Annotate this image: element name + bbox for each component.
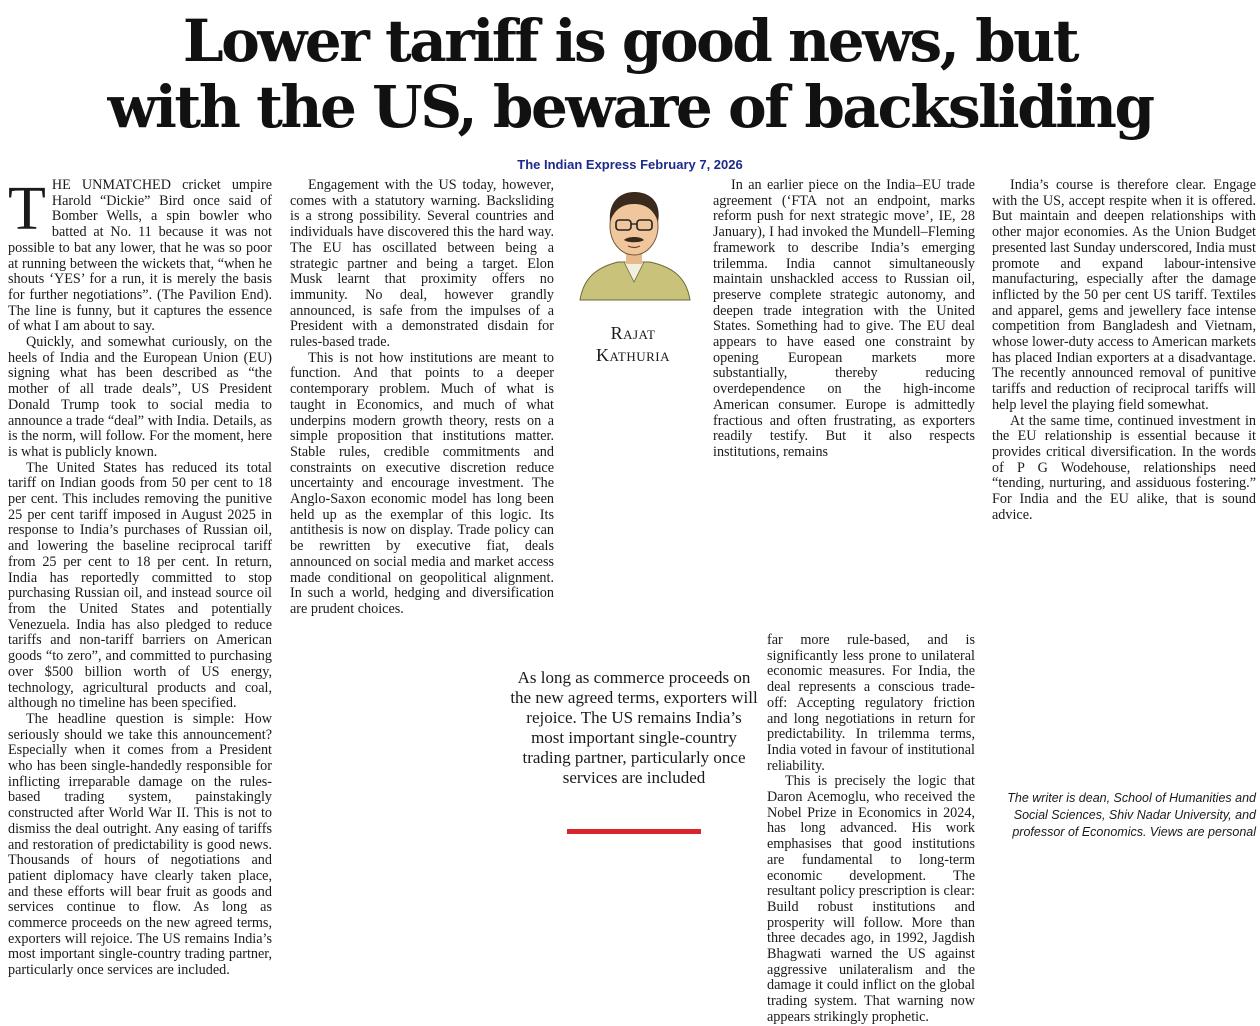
article-paragraph: This is not how institutions are meant to function. And that points to a deeper contemporary problem. Much of what is taught in Economics, and much of what underpins modern growth theory, rests on a simple proposition that institutions matter. Stable rules, credible commitments and constraints on executive discretion reduce uncertainty and encourage investment. The Anglo-Saxon economic model has long been held up as the exemplar of this logic. Its antithesis is now on display. Trade policy can be rewritten by executive fiat, deals announced on social media and market access made conditional on geopolitical alignment. In such a world, hedging and diversification are prudent choices.	[290, 349, 554, 617]
article-paragraph: Engagement with the US today, however, comes with a statutory warning. Backsliding is a strong possibility. Several countries and individuals have discovered this the hard way. The EU has oscillated between being a strategic partner and being a target. Elon Musk learnt that proximity offers no immunity. No deal, however grandly announced, is safe from the impulses of a President with a demonstrated disdain for rules-based trade.	[290, 177, 554, 351]
drop-cap: T	[8, 175, 46, 243]
article-column-3-lower	[713, 633, 975, 1026]
author-caricature-icon	[572, 182, 696, 300]
byline-last-name: Kathuria	[595, 345, 671, 365]
article-paragraph: In an earlier piece on the India–EU trade agreement (‘FTA not an endpoint, marks reform push for next strategic move’, IE, 28 January), I had invoked the Mundell–Fleming framework to describe India’s emerging trilemma. India cannot simultaneously maintain unshackled access to Russian oil, preserve complete strategic autonomy, and deepen trade integration with the United States. Something had to give. The EU deal appears to have eased one constraint by opening European markets more substantially, thereby reducing overdependence on the high-income American consumer. Europe is admittedly fractious and often frustrating, as exporters readily testify. But it also respects institutions, remains	[713, 177, 975, 460]
pull-quote-rule	[567, 829, 701, 834]
article-paragraph	[8, 175, 273, 335]
article-paragraph: far more rule-based, and is significantly less prone to unilateral economic measures. For India, the deal represents a conscious trade-off: Accepting regulatory friction and long negotiations in return for predictability. In trilemma terms, India voted in favour of institutional reliability.	[767, 632, 975, 774]
article-column-4	[992, 178, 1256, 784]
article-paragraph: At the same time, continued investment in the EU relationship is essential because it provides critical diversification. In the words of P G Wodehouse, relationships need “tending, nurturing, and assiduous fostering.” For India and the EU alike, that is sound advice.	[992, 412, 1256, 523]
article-column-1	[8, 175, 273, 979]
author-portrait	[572, 182, 696, 300]
pull-quote: As long as commerce proceeds on the new agreed terms, exporters will rejoice. The US remains India’s most important single-country trading partner, particularly once services are included	[510, 668, 758, 787]
byline	[568, 322, 698, 366]
lead-caps: HE UNMATCHED	[51, 177, 171, 193]
article-paragraph: India’s course is therefore clear. Engage with the US, accept respite when it is offered. But maintain and deepen relationships with other major economies. As the Union Budget presented last Sunday underscored, India must promote and expand labour-intensive manufacturing, especially after the damage inflicted by the 50 per cent US tariff. Textiles and apparel, gems and jewellery face intense competition from Bangladesh and Vietnam, whose lower-duty access to American markets has placed Indian exporters at a disadvantage. The recently announced removal of punitive tariffs and reduction of reciprocal tariffs will help level the playing field somewhat.	[992, 177, 1256, 413]
author-footnote: The writer is dean, School of Humanities and Social Sciences, Shiv Nadar University, and professor of Economics. Views are personal	[1007, 791, 1256, 839]
article-paragraph: Quickly, and somewhat curiously, on the heels of India and the European Union (EU) signing what has been described as “the mother of all trade deals”, US President Donald Trump took to social media to announce a trade “deal” with India. Details, as is the norm, will follow. For the moment, here is what is publicly known.	[8, 334, 272, 460]
article-paragraph: This is precisely the logic that Daron Acemoglu, who received the Nobel Prize in Economics in 2024, has long advanced. His work emphasises that good institutions are fundamental to long-term economic development. The resultant policy prescription is clear: Build robust institutions and prosperity will follow. More than three decades ago, in 1992, Jagdish Bhagwati warned the US against aggressive unilateralism and the damage it could inflict on the global trading system. That warning now appears strikingly prophetic.	[767, 773, 975, 1025]
headline	[0, 8, 1260, 140]
article-paragraph: The headline question is simple: How seriously should we take this announcement? Especially when it comes from a President who has been single-handedly responsible for inflicting irreparable damage on the rules-based trading system, painstakingly constructed after World War II. This is not to dismiss the deal outright. Any easing of tariffs and restoration of predictability is good news. Thousands of hours of negotiations and patient diplomacy have clearly taken place, and these efforts will bear fruit as goods and services continue to flow. As long as commerce proceeds on the new agreed terms, exporters will rejoice. The US remains India’s most important single-country trading partner, particularly once services are included.	[8, 710, 272, 979]
headline-line-1: Lower tariff is good news, but	[182, 7, 1078, 75]
dateline: The Indian Express February 7, 2026	[517, 157, 743, 172]
article-column-3	[713, 178, 975, 633]
headline-line-2: with the US, beware of backsliding	[107, 73, 1153, 141]
byline-first-name: Rajat	[610, 323, 656, 343]
paragraph-text: cricket umpire Harold “Dickie” Bird once said of Bomber Wells, a spin bowler who batted at No. 11 because it was not possible to bat any lower, that he was so poor at running between the wickets that, “when he shouts ‘YES’ for a run, it is merely the basis for further negotiations”. (The Pavilion End). The line is funny, but it captures the essence of what I am about to say.	[8, 177, 273, 335]
article-paragraph: The United States has reduced its total tariff on Indian goods from 50 per cent to 18 per cent. This includes removing the punitive 25 per cent tariff imposed in August 2025 in response to India’s purchases of Russian oil, and lowering the baseline reciprocal tariff from 25 per cent to 18 per cent. In return, India has reportedly committed to stop purchasing Russian oil, and instead source oil from the United States and potentially Venezuela. India has also pledged to reduce tariffs and non-tariff barriers on American goods “to zero”, and committed to purchasing over $500 billion worth of US energy, technology, agricultural products and coal, although no timeline has been specified.	[8, 459, 272, 712]
